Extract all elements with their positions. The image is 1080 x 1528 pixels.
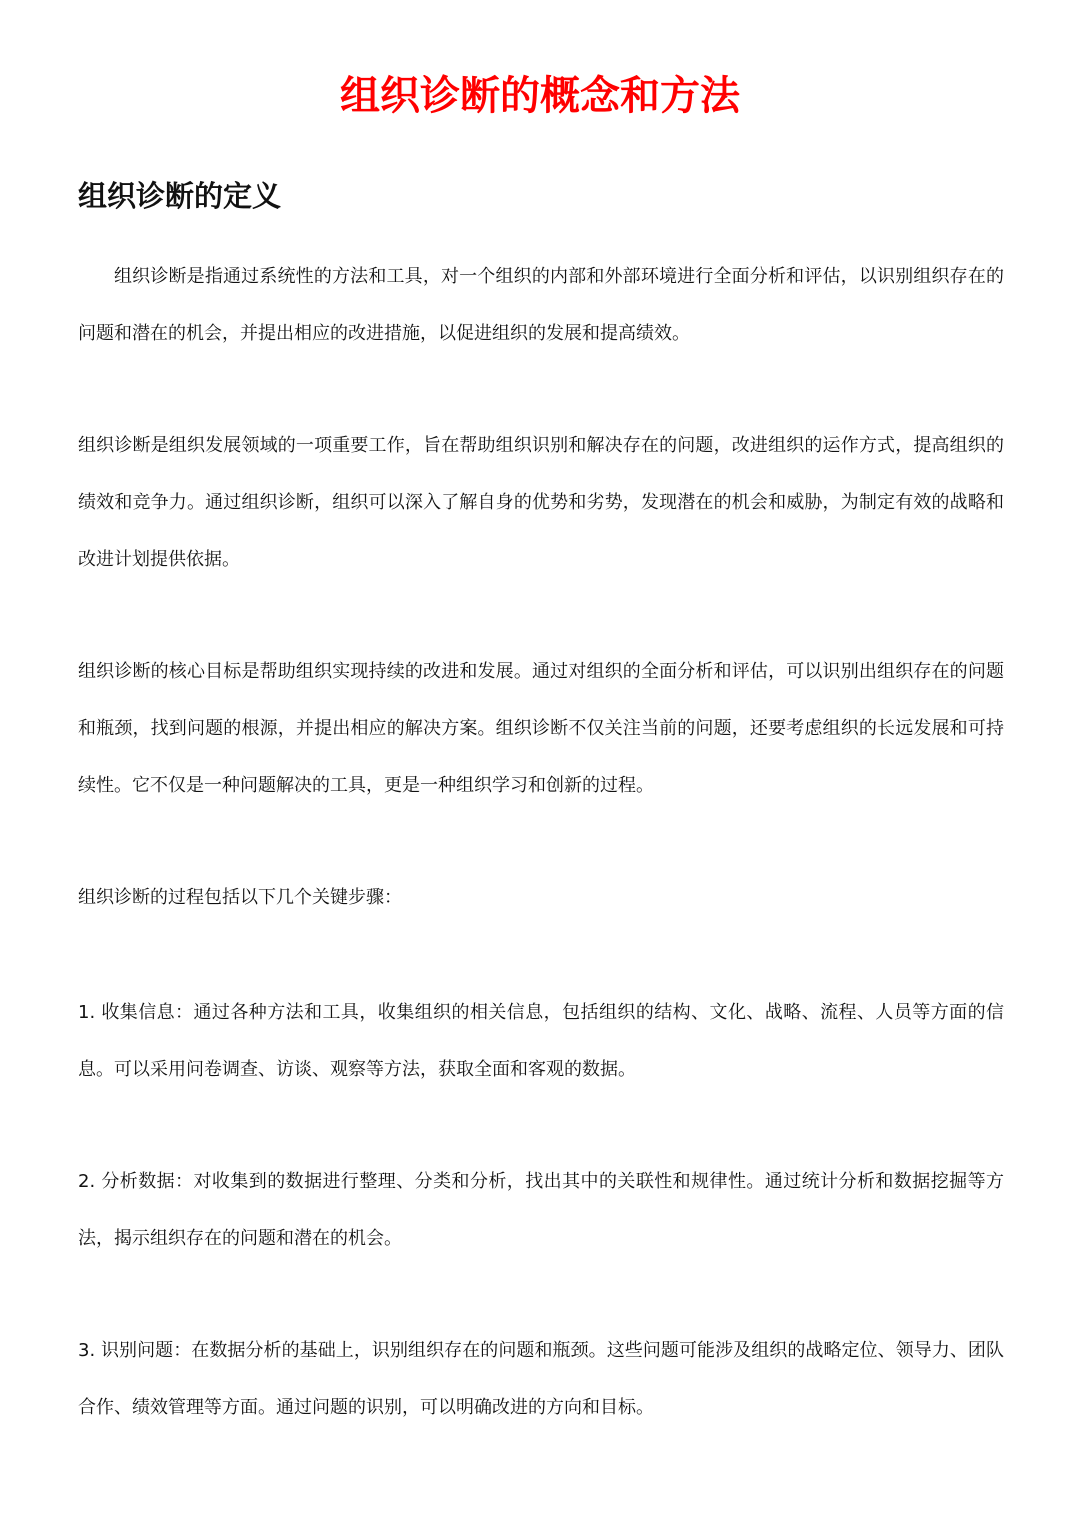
paragraph-definition: 组织诊断是指通过系统性的方法和工具，对一个组织的内部和外部环境进行全面分析和评估，以识别组织存在的问题和潜在的机会，并提出相应的改进措施，以促进组织的发展和提高绩效。 bbox=[78, 266, 1004, 344]
document-title: 组织诊断的概念和方法 bbox=[340, 73, 740, 119]
paragraph-steps-intro: 组织诊断的过程包括以下几个关键步骤： bbox=[78, 887, 402, 908]
paragraph-core-goal: 组织诊断的核心目标是帮助组织实现持续的改进和发展。通过对组织的全面分析和评估，可以识别出组织存在的问题和瓶颈，找到问题的根源，并提出相应的解决方案。组织诊断不仅关注当前的问题，还要考虑组织的长远发展和可持续性。它不仅是一种问题解决的工具，更是一种组织学习和创新的过程。 bbox=[78, 661, 1004, 796]
list-item-step-1: 1. 收集信息：通过各种方法和工具，收集组织的相关信息，包括组织的结构、文化、战略、流程、人员等方面的信息。可以采用问卷调查、访谈、观察等方法，获取全面和客观的数据。 bbox=[78, 1002, 1004, 1080]
list-item-step-3: 3. 识别问题：在数据分析的基础上，识别组织存在的问题和瓶颈。这些问题可能涉及组织的战略定位、领导力、团队合作、绩效管理等方面。通过问题的识别，可以明确改进的方向和目标。 bbox=[78, 1340, 1004, 1418]
paragraph-purpose: 组织诊断是组织发展领域的一项重要工作，旨在帮助组织识别和解决存在的问题，改进组织的运作方式，提高组织的绩效和竞争力。通过组织诊断，组织可以深入了解自身的优势和劣势，发现潜在的机会和威胁，为制定有效的战略和改进计划提供依据。 bbox=[78, 435, 1004, 570]
section-heading: 组织诊断的定义 bbox=[78, 179, 282, 213]
list-item-step-2: 2. 分析数据：对收集到的数据进行整理、分类和分析，找出其中的关联性和规律性。通过统计分析和数据挖掘等方法，揭示组织存在的问题和潜在的机会。 bbox=[78, 1171, 1004, 1249]
